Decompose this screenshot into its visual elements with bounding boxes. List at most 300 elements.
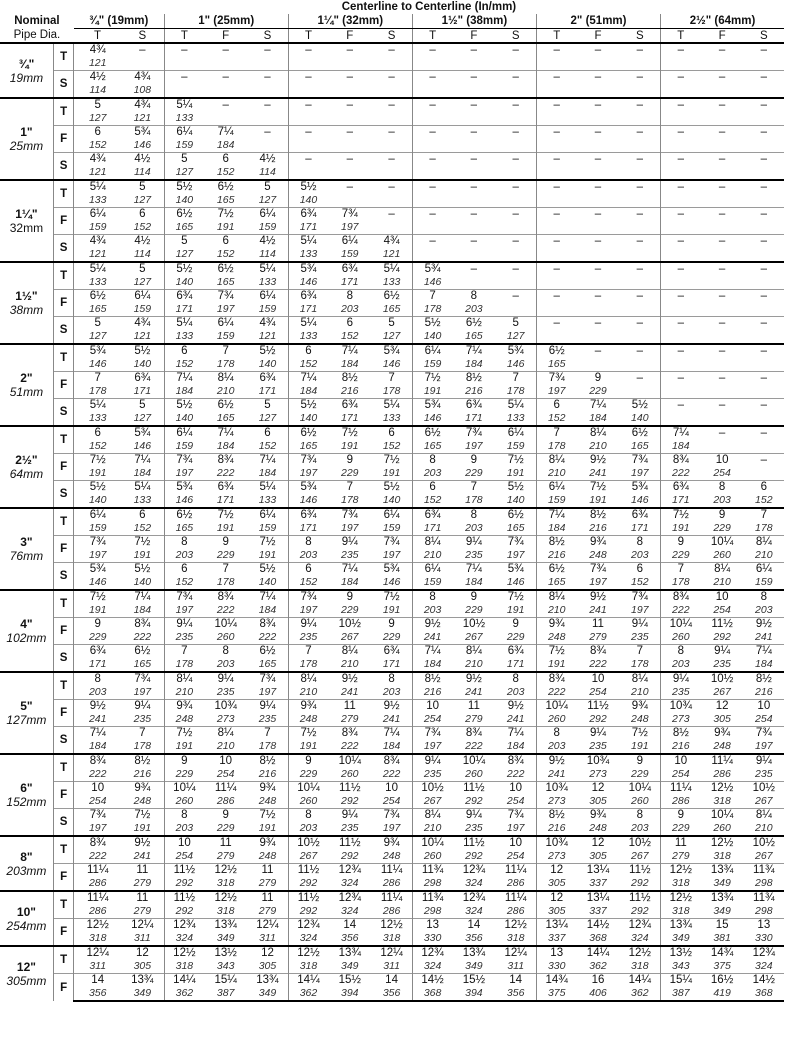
value-inch: 7¼ xyxy=(204,426,247,440)
value-inch: 8¼ xyxy=(620,672,661,686)
nominal-size: 4" xyxy=(20,617,33,631)
value-inch: 8 xyxy=(412,590,452,604)
value-mm: 286 xyxy=(382,877,401,889)
value-inch: 12¾ xyxy=(328,891,371,905)
value-inch: 12½ xyxy=(371,919,412,933)
value-inch: 7¾ xyxy=(412,727,452,741)
fitting-type-cell: S xyxy=(53,317,74,345)
value-inch: – xyxy=(495,71,536,85)
value-inch: 6½ xyxy=(536,344,576,358)
fitting-type-cell: F xyxy=(53,536,74,563)
value-inch: – xyxy=(576,317,619,331)
value-inch: 6¼ xyxy=(744,563,784,577)
value-inch: 9¾ xyxy=(371,836,412,850)
value-inch: 11½ xyxy=(452,782,495,796)
value-inch: – xyxy=(620,208,661,222)
value-inch: – xyxy=(620,317,661,331)
value-mm: 197 xyxy=(589,576,607,588)
value-mm: 305 xyxy=(589,850,607,862)
value-mm: 222 xyxy=(216,467,235,479)
value-mm xyxy=(204,112,247,126)
value-inch: 5¾ xyxy=(495,344,536,358)
value-inch: – xyxy=(452,98,495,112)
value-mm: 146 xyxy=(88,576,107,588)
value-mm xyxy=(164,84,204,98)
value-mm: 337 xyxy=(589,877,607,889)
value-inch: 6¾ xyxy=(620,508,661,522)
table-row-mm xyxy=(0,850,784,864)
table-row-mm xyxy=(0,658,784,672)
value-inch: – xyxy=(412,180,452,194)
value-inch: 12 xyxy=(121,946,164,960)
value-inch: 4¾ xyxy=(74,43,121,57)
value-mm: 203 xyxy=(164,549,204,563)
value-mm: 318 xyxy=(506,932,525,944)
table-row xyxy=(0,974,784,988)
value-mm xyxy=(247,139,288,153)
value-inch: 8¼ xyxy=(536,454,576,468)
value-inch: 10¼ xyxy=(328,754,371,768)
table-row-mm xyxy=(0,822,784,836)
value-mm xyxy=(701,385,744,399)
value-mm: 203 xyxy=(661,658,701,672)
value-inch: 6½ xyxy=(412,426,452,440)
value-inch: – xyxy=(536,235,576,249)
value-inch: 7½ xyxy=(620,727,661,741)
value-mm: 298 xyxy=(412,877,452,891)
value-inch: 5¼ xyxy=(74,262,121,276)
value-inch: 11½ xyxy=(164,864,204,878)
value-mm: 146 xyxy=(382,576,401,588)
value-mm xyxy=(536,112,576,126)
value-inch: 8 xyxy=(371,672,412,686)
value-mm xyxy=(412,248,452,262)
value-mm: 248 xyxy=(382,850,401,862)
value-mm: 419 xyxy=(701,987,744,1001)
value-inch: – xyxy=(620,344,661,358)
table-row-mm xyxy=(0,84,784,98)
value-inch: – xyxy=(247,98,288,112)
value-mm: 248 xyxy=(164,713,204,727)
value-mm: 248 xyxy=(536,631,576,645)
table-row-mm xyxy=(0,877,784,891)
value-inch: 9¼ xyxy=(744,754,784,768)
value-mm xyxy=(701,440,744,454)
value-inch: 7¾ xyxy=(328,208,371,222)
value-mm: 235 xyxy=(288,631,328,645)
value-inch: 7 xyxy=(288,645,328,659)
value-mm: 279 xyxy=(465,713,483,725)
value-mm xyxy=(661,166,701,180)
value-mm: 343 xyxy=(661,960,701,974)
value-inch: 7½ xyxy=(576,481,619,495)
value-mm: 203 xyxy=(216,658,235,670)
value-inch: 7¼ xyxy=(412,645,452,659)
nominal-size-mm: 51mm xyxy=(9,385,44,399)
nominal-size-mm: 102mm xyxy=(6,631,47,645)
value-mm: 191 xyxy=(589,494,607,506)
value-mm xyxy=(536,330,576,344)
value-inch: 13½ xyxy=(204,946,247,960)
value-inch: 8¼ xyxy=(204,372,247,386)
value-inch: – xyxy=(701,317,744,331)
value-inch: 12¾ xyxy=(620,919,661,933)
value-inch: 5½ xyxy=(620,399,661,413)
value-mm xyxy=(328,84,371,98)
value-inch: 8 xyxy=(620,536,661,550)
value-mm: 279 xyxy=(216,850,235,862)
value-mm xyxy=(744,303,784,317)
value-mm: 273 xyxy=(216,713,235,725)
value-mm: 121 xyxy=(88,248,107,260)
value-mm xyxy=(495,139,536,153)
value-mm xyxy=(701,303,744,317)
value-inch: 7 xyxy=(371,372,412,386)
value-inch: 7½ xyxy=(661,508,701,522)
table-row-mm xyxy=(0,385,784,399)
value-inch: 9½ xyxy=(74,700,121,714)
value-inch: 11 xyxy=(452,700,495,714)
table-row xyxy=(0,454,784,468)
value-mm: 241 xyxy=(133,850,152,862)
value-inch: 9¾ xyxy=(164,700,204,714)
value-mm: 318 xyxy=(88,932,107,944)
column-fitting-header: S xyxy=(247,29,288,44)
value-mm: 349 xyxy=(713,905,731,917)
table-row xyxy=(0,399,784,413)
value-inch: 8½ xyxy=(536,536,576,550)
table-row-mm xyxy=(0,740,784,754)
value-mm xyxy=(204,57,247,71)
nominal-size-mm: 305mm xyxy=(6,974,47,988)
value-mm: 165 xyxy=(536,358,576,372)
value-inch: – xyxy=(495,180,536,194)
value-mm: 235 xyxy=(341,822,359,834)
value-inch: 9¾ xyxy=(247,836,288,850)
value-mm: 146 xyxy=(133,139,152,151)
value-inch: 6¾ xyxy=(495,645,536,659)
value-inch: 12 xyxy=(576,836,619,850)
value-inch: 12¾ xyxy=(452,864,495,878)
nominal-pipe-cell xyxy=(0,262,53,344)
value-mm: 222 xyxy=(258,631,277,643)
value-mm: 254 xyxy=(412,713,452,727)
value-mm: 210 xyxy=(465,658,483,670)
value-inch: – xyxy=(495,43,536,57)
value-mm xyxy=(452,139,495,153)
value-mm: 279 xyxy=(133,877,152,889)
nominal-size-mm: 25mm xyxy=(9,139,44,153)
value-inch: 8¼ xyxy=(576,426,619,440)
value-mm xyxy=(412,139,452,153)
table-row xyxy=(0,809,784,823)
value-inch: – xyxy=(452,262,495,276)
value-mm: 229 xyxy=(341,467,359,479)
value-inch: 8¾ xyxy=(74,754,121,768)
value-mm: 121 xyxy=(133,330,152,342)
value-inch: 5¼ xyxy=(121,481,164,495)
value-mm: 121 xyxy=(133,112,152,124)
value-inch: – xyxy=(371,208,412,222)
value-mm: 248 xyxy=(133,795,152,807)
value-inch: 10¾ xyxy=(536,782,576,796)
value-mm: 203 xyxy=(288,549,328,563)
value-inch: 11½ xyxy=(164,891,204,905)
value-mm: 133 xyxy=(506,412,525,424)
column-size-header: 2" (51mm) xyxy=(536,14,660,29)
value-mm: 133 xyxy=(288,248,328,262)
value-mm: 146 xyxy=(412,412,452,426)
value-mm: 152 xyxy=(631,576,649,588)
value-inch: 6¼ xyxy=(412,563,452,577)
value-inch: 7¼ xyxy=(328,344,371,358)
value-mm: 184 xyxy=(341,358,359,370)
value-inch: 9½ xyxy=(371,700,412,714)
value-inch: 6 xyxy=(121,508,164,522)
value-mm xyxy=(536,248,576,262)
value-inch: 14 xyxy=(371,974,412,988)
nominal-size-mm: 32mm xyxy=(9,221,44,235)
value-inch: 8¼ xyxy=(204,727,247,741)
value-inch: 8 xyxy=(412,454,452,468)
value-mm xyxy=(701,84,744,98)
value-inch: 10 xyxy=(495,836,536,850)
value-mm: 248 xyxy=(713,740,731,752)
value-mm: 203 xyxy=(382,686,401,698)
value-mm: 133 xyxy=(382,412,401,424)
value-inch: 11¼ xyxy=(74,891,121,905)
value-inch: 4¾ xyxy=(121,317,164,331)
value-inch: – xyxy=(495,98,536,112)
value-mm: 235 xyxy=(258,713,277,725)
value-mm xyxy=(701,276,744,290)
value-inch: 8½ xyxy=(536,809,576,823)
value-inch: – xyxy=(576,208,619,222)
value-mm: 184 xyxy=(216,440,235,452)
value-mm xyxy=(288,57,328,71)
value-inch: – xyxy=(701,426,744,440)
value-mm: 356 xyxy=(74,987,121,1001)
value-inch: 9¾ xyxy=(247,782,288,796)
value-inch: 10½ xyxy=(744,782,784,796)
value-inch: – xyxy=(576,262,619,276)
value-mm: 121 xyxy=(88,166,107,178)
value-inch: 5¼ xyxy=(247,481,288,495)
table-row-mm xyxy=(0,194,784,208)
value-mm: 286 xyxy=(88,905,107,917)
value-inch: – xyxy=(661,235,701,249)
value-mm: 140 xyxy=(288,194,328,208)
value-inch: 6¼ xyxy=(371,508,412,522)
value-mm: 260 xyxy=(288,795,328,809)
fitting-type-cell: T xyxy=(53,98,74,126)
table-row-mm xyxy=(0,221,784,235)
value-mm xyxy=(744,330,784,344)
value-inch: 6½ xyxy=(288,426,328,440)
value-mm: 197 xyxy=(288,467,328,481)
value-inch: 7¼ xyxy=(452,563,495,577)
value-mm xyxy=(576,139,619,153)
value-mm xyxy=(620,84,661,98)
value-mm xyxy=(576,166,619,180)
fitting-type-cell: T xyxy=(53,836,74,864)
value-inch: 9 xyxy=(328,590,371,604)
value-inch: 10 xyxy=(576,672,619,686)
value-mm: 127 xyxy=(164,166,204,180)
value-mm xyxy=(576,248,619,262)
value-inch: 13¾ xyxy=(661,919,701,933)
value-mm: 362 xyxy=(288,987,328,1001)
value-mm: 184 xyxy=(465,358,483,370)
value-mm xyxy=(452,84,495,98)
value-inch: 10½ xyxy=(744,836,784,850)
fitting-type-cell: S xyxy=(53,563,74,591)
value-mm: 159 xyxy=(164,139,204,153)
fitting-type-cell: F xyxy=(53,864,74,892)
fitting-type-cell: S xyxy=(53,235,74,263)
value-mm: 159 xyxy=(258,221,277,233)
value-inch: 11 xyxy=(576,618,619,632)
value-mm: 133 xyxy=(88,194,107,206)
value-inch: – xyxy=(536,153,576,167)
value-mm: 318 xyxy=(164,960,204,974)
value-inch: 14¼ xyxy=(288,974,328,988)
value-mm: 171 xyxy=(216,494,235,506)
value-inch: – xyxy=(452,208,495,222)
value-inch: – xyxy=(536,180,576,194)
value-mm: 197 xyxy=(382,549,401,561)
value-inch: 16 xyxy=(576,974,619,988)
value-inch: 11¼ xyxy=(701,754,744,768)
value-inch: – xyxy=(744,290,784,304)
value-mm xyxy=(412,166,452,180)
value-mm: 337 xyxy=(536,932,576,946)
value-inch: 13¼ xyxy=(536,919,576,933)
value-inch: 8¼ xyxy=(536,590,576,604)
value-inch: 6½ xyxy=(204,180,247,194)
table-row-mm xyxy=(0,166,784,180)
value-mm: 318 xyxy=(661,905,701,919)
value-inch: 6½ xyxy=(452,317,495,331)
value-mm: 127 xyxy=(133,194,152,206)
value-mm xyxy=(620,330,661,344)
value-inch: 10 xyxy=(371,782,412,796)
value-inch: 16½ xyxy=(701,974,744,988)
value-mm: 210 xyxy=(536,467,576,481)
value-inch: – xyxy=(744,317,784,331)
value-inch: 6¾ xyxy=(452,399,495,413)
value-inch: 5¾ xyxy=(121,426,164,440)
value-inch: 7 xyxy=(204,344,247,358)
value-mm: 184 xyxy=(258,604,277,616)
value-inch: – xyxy=(536,262,576,276)
nominal-pipe-cell xyxy=(0,946,53,1001)
value-mm xyxy=(701,194,744,208)
value-inch: 6¾ xyxy=(247,372,288,386)
value-inch: 6 xyxy=(744,481,784,495)
table-row xyxy=(0,836,784,850)
table-row-mm xyxy=(0,494,784,508)
fitting-type-cell: F xyxy=(53,372,74,399)
value-mm: 171 xyxy=(341,412,359,424)
value-inch: 14 xyxy=(74,974,121,988)
value-inch: 4¾ xyxy=(121,71,164,85)
column-fitting-header: S xyxy=(495,29,536,44)
value-inch: 9 xyxy=(204,809,247,823)
value-inch: – xyxy=(701,344,744,358)
nominal-size-mm: 38mm xyxy=(9,303,44,317)
value-inch: 5½ xyxy=(121,563,164,577)
value-mm: 191 xyxy=(216,522,235,534)
value-inch: 11½ xyxy=(288,891,328,905)
value-mm: 292 xyxy=(288,905,328,919)
value-mm xyxy=(661,412,701,426)
value-inch: 5½ xyxy=(164,399,204,413)
value-inch: 8¼ xyxy=(744,536,784,550)
value-mm: 362 xyxy=(620,987,661,1001)
table-row xyxy=(0,290,784,304)
value-inch: – xyxy=(744,180,784,194)
value-inch: 14 xyxy=(452,919,495,933)
value-mm: 229 xyxy=(382,631,401,643)
value-inch: 6¾ xyxy=(661,481,701,495)
table-row xyxy=(0,153,784,167)
value-mm: 375 xyxy=(713,960,731,972)
value-inch: 13¾ xyxy=(121,974,164,988)
value-mm: 140 xyxy=(258,576,277,588)
value-mm: 254 xyxy=(506,850,525,862)
value-inch: 7¾ xyxy=(328,508,371,522)
value-mm: 203 xyxy=(412,604,452,618)
value-inch: 11 xyxy=(204,836,247,850)
value-mm: 241 xyxy=(589,604,607,616)
value-mm xyxy=(536,221,576,235)
value-mm xyxy=(328,139,371,153)
value-mm: 210 xyxy=(288,686,328,700)
value-mm: 267 xyxy=(288,850,328,864)
value-mm: 203 xyxy=(755,604,773,616)
value-mm: 191 xyxy=(661,522,701,536)
value-inch: 9 xyxy=(661,809,701,823)
value-inch: 15 xyxy=(701,919,744,933)
value-inch: 11 xyxy=(247,891,288,905)
value-inch: – xyxy=(576,290,619,304)
value-mm: 178 xyxy=(88,385,107,397)
value-inch: 9 xyxy=(328,454,371,468)
value-mm: 267 xyxy=(755,795,773,807)
column-fitting-header: S xyxy=(121,29,164,44)
value-inch: – xyxy=(661,43,701,57)
value-inch: – xyxy=(661,98,701,112)
value-inch: 5¾ xyxy=(371,563,412,577)
value-mm: 184 xyxy=(216,139,235,151)
value-inch: – xyxy=(371,153,412,167)
nominal-size: 6" xyxy=(20,781,33,795)
value-mm: 140 xyxy=(382,494,401,506)
value-mm xyxy=(620,194,661,208)
value-mm: 229 xyxy=(465,467,483,479)
value-mm: 349 xyxy=(341,960,359,972)
value-inch: 6½ xyxy=(121,645,164,659)
value-mm xyxy=(452,221,495,235)
value-mm: 184 xyxy=(382,740,401,752)
value-inch: 6¼ xyxy=(247,208,288,222)
value-inch: – xyxy=(536,126,576,140)
value-mm xyxy=(288,139,328,153)
nominal-size: 8" xyxy=(20,849,33,864)
value-inch: 13¾ xyxy=(701,864,744,878)
value-mm xyxy=(701,358,744,372)
